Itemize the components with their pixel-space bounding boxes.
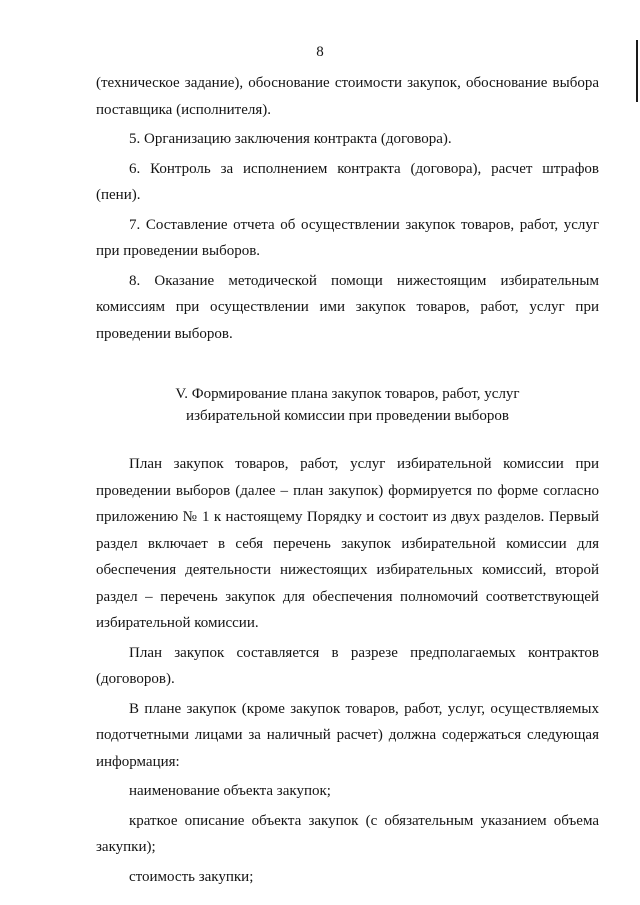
info-list-item: краткое описание объекта закупок (с обязательным указанием объема закупки); <box>96 812 599 855</box>
document-body <box>96 70 599 890</box>
info-list-item: стоимость закупки; <box>129 868 254 885</box>
info-list-item: наименование объекта закупок; <box>129 783 331 799</box>
section-paragraph-contracts: План закупок составляется в разрезе предполагаемых контрактов (договоров). <box>96 644 599 687</box>
page-number: 8 <box>316 44 324 60</box>
item-7: 7. Составление отчета об осуществлении закупок товаров, работ, услуг при проведении выборов. <box>96 216 599 259</box>
item-8: 8. Оказание методической помощи нижестоящим избирательным комиссиям при осуществлении ими закупок товаров, работ, услуг при проведении выборов. <box>96 272 599 342</box>
intro-paragraph: (техническое задание), обоснование стоимости закупок, обоснование выбора поставщика (исполнителя). <box>96 75 599 118</box>
section-heading-line-1: V. Формирование плана закупок товаров, работ, услуг <box>175 386 520 402</box>
section-heading <box>96 383 599 427</box>
section-heading-line-2: избирательной комиссии при проведении выборов <box>186 408 509 424</box>
item-5: 5. Организацию заключения контракта (договора). <box>129 131 452 147</box>
section-paragraph-info: В плане закупок (кроме закупок товаров, работ, услуг, осуществляемых подотчетными лицами за наличный расчет) должна содержаться следующая информация: <box>96 700 599 770</box>
item-6: 6. Контроль за исполнением контракта (договора), расчет штрафов (пени). <box>96 160 599 203</box>
section-paragraph-plan: План закупок товаров, работ, услуг избирательной комиссии при проведении выборов (далее – план закупок) формируется по форме согласно приложению № 1 к настоящему Порядку и состоит из двух разделов. Первый раздел включает в себя перечень закупок избирательной комиссии для обеспечения деятельности нижестоящих избирательных комиссий, второй раздел – перечень закупок для обеспечения полномочий соответствующей избирательной комиссии. <box>96 456 599 631</box>
